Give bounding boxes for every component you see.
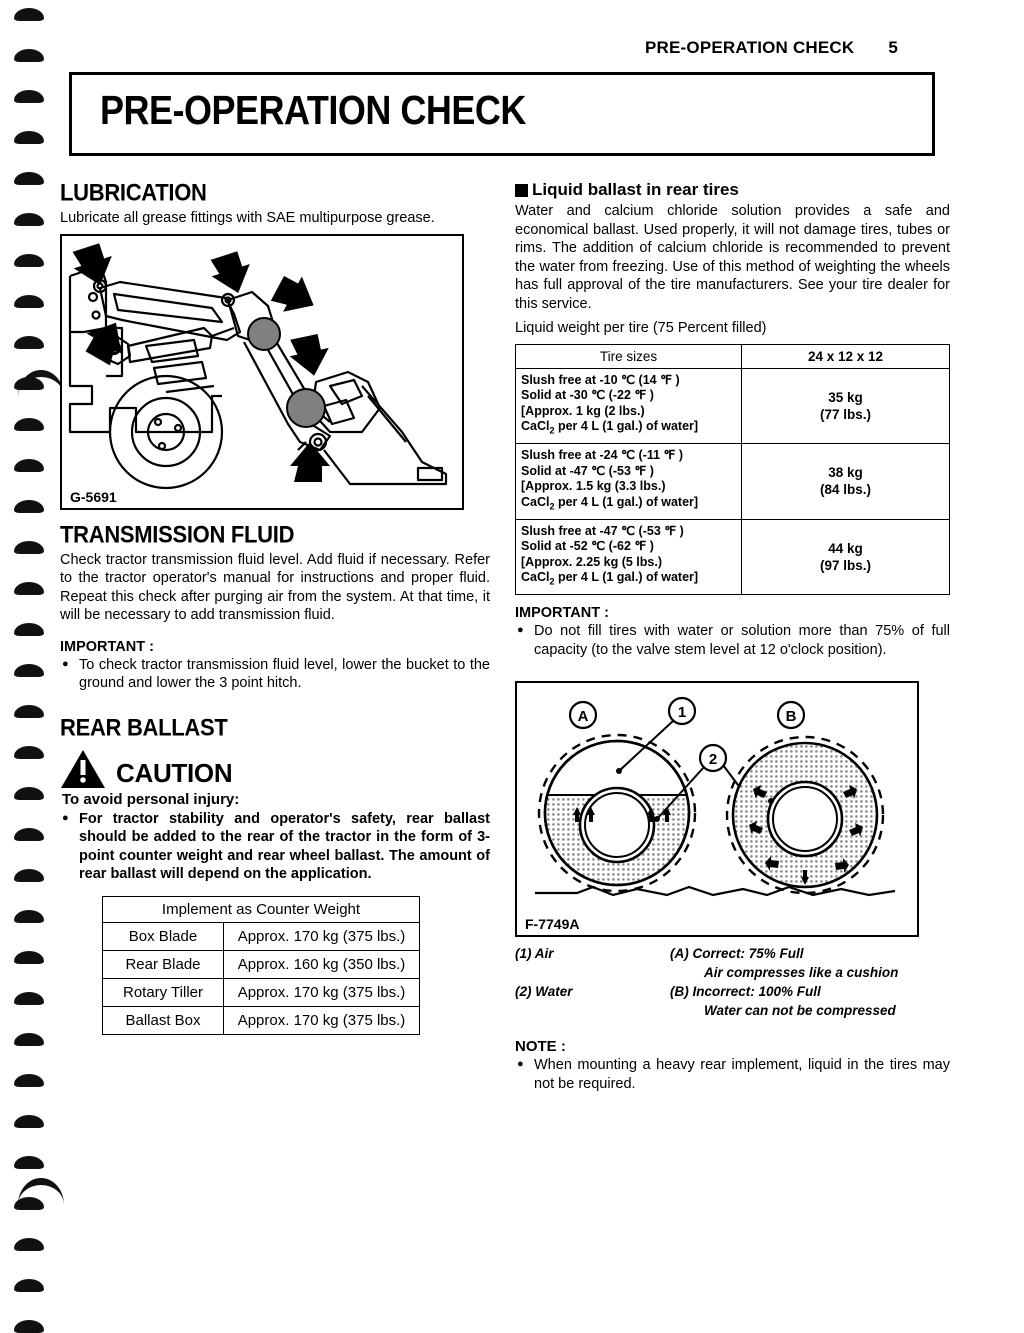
implement-weight: Approx. 160 kg (350 lbs.): [224, 950, 420, 978]
cacl-subscript: 2: [549, 501, 555, 511]
cacl-subscript: 2: [549, 576, 555, 587]
callout-a: [570, 702, 596, 728]
table-row: [516, 519, 950, 595]
square-bullet-icon: [515, 184, 528, 197]
implement-weight: Approx. 170 kg (375 lbs.): [224, 978, 420, 1006]
spiral-coil: [14, 500, 44, 513]
spiral-coil: [14, 910, 44, 923]
spiral-coil: [14, 8, 44, 21]
spiral-coil: [14, 336, 44, 349]
caution-banner: [60, 749, 490, 789]
caution-list: [60, 810, 490, 884]
caption-item-a: (A) Correct: 75% Full: [670, 946, 804, 961]
implement-weight: Approx. 170 kg (375 lbs.): [224, 922, 420, 950]
caption-spacer: [515, 965, 670, 984]
implement-counter-weight-table: [102, 896, 420, 1035]
spiral-coil: [14, 992, 44, 1005]
note-list: [515, 1056, 950, 1093]
implement-name: Ballast Box: [103, 1006, 224, 1034]
spiral-coil: [14, 746, 44, 759]
spiral-coil: [14, 869, 44, 882]
spiral-coil: [14, 541, 44, 554]
caption-row: [515, 1003, 898, 1022]
chapter-title-box: [69, 72, 935, 156]
table-header-row: [516, 344, 950, 368]
cacl-label: CaCl: [521, 494, 550, 509]
heading-transmission-fluid: TRANSMISSION FLUID: [60, 520, 295, 548]
spiral-coil: [14, 90, 44, 103]
condition-line: [521, 495, 736, 515]
condition-line: Solid at -47 ℃ (-53 ℉ ): [521, 463, 654, 478]
figure-captions: [515, 946, 950, 1022]
svg-text:B: B: [785, 708, 797, 725]
caption-item-2: (2) Water: [515, 984, 573, 999]
spiral-coil: [14, 1115, 44, 1128]
figure-loader-lubrication: [60, 234, 464, 510]
important-list-tires: [515, 622, 950, 659]
spiral-coil: [14, 1279, 44, 1292]
condition-line: Slush free at -47 ℃ (-53 ℉ ): [521, 523, 684, 538]
spiral-coil: [14, 1074, 44, 1087]
condition-line: [521, 419, 736, 439]
liquid-ballast-body: Water and calcium chloride solution provides a safe and economical ballast. Used properly, it will not damage tires, tubes or rims. The addition of calcium chloride is recommended to prevent the water from freezing. Use of this method of weighting the wheels has full approval of the tire manufacturers. See your tire dealer for this service.: [515, 203, 950, 312]
lubrication-body: Lubricate all grease fittings with SAE multipurpose grease.: [60, 210, 435, 226]
weight-lbs: (97 lbs.): [819, 557, 871, 573]
running-head-title: PRE-OPERATION CHECK: [645, 38, 855, 57]
spiral-binding: [0, 0, 60, 1328]
condition-line: [Approx. 2.25 kg (5 lbs.): [521, 554, 663, 569]
weight-kg: 38 kg: [828, 465, 863, 481]
cacl-label: CaCl: [521, 570, 550, 584]
loader-illustration: [62, 236, 458, 504]
spiral-coil: [14, 1033, 44, 1046]
tire-table-intro: Liquid weight per tire (75 Percent filled): [515, 320, 767, 336]
condition-line: Slush free at -10 ℃ (14 ℉ ): [521, 372, 680, 387]
warning-triangle-icon: [60, 749, 106, 789]
spiral-coil-large: [18, 370, 64, 397]
weight-lbs: (84 lbs.): [819, 482, 871, 498]
caption-spacer: [515, 1003, 670, 1022]
spiral-coil: [14, 787, 44, 800]
page-number: 5: [888, 38, 899, 57]
tire-condition-cell: [516, 368, 742, 444]
figure-tire-ballast: [515, 681, 919, 937]
cacl-rest: per 4 L (1 gal.) of water]: [554, 570, 699, 584]
spiral-coil: [14, 664, 44, 677]
heading-liquid-ballast: Liquid ballast in rear tires: [532, 180, 739, 199]
note-label: NOTE :: [515, 1038, 566, 1055]
spiral-coil: [14, 1238, 44, 1251]
implement-name: Rear Blade: [103, 950, 224, 978]
spiral-coil: [14, 951, 44, 964]
cacl-label: CaCl: [521, 419, 550, 433]
figure-code-loader: G-5691: [70, 488, 117, 505]
list-item: ● To check tractor transmission fluid level, lower the bucket to the ground and lower the 3 point hitch.: [60, 656, 490, 693]
spiral-coil: [14, 172, 44, 185]
spiral-coil: [14, 254, 44, 267]
condition-line: [521, 570, 736, 590]
spiral-coil: [14, 828, 44, 841]
heading-rear-ballast: REAR BALLAST: [60, 713, 228, 741]
transmission-body: Check tractor transmission fluid level. Add fluid if necessary. Refer to the tractor operator's manual for instructions and proper fluid. Repeat this check after purging air from the system. At that time, it will be necessary to add transmission fluid.: [60, 551, 490, 623]
spiral-coil-large: [18, 1178, 64, 1205]
cacl-subscript: 2: [549, 425, 555, 436]
left-column: [60, 180, 490, 1035]
condition-line: Slush free at -24 ℃ (-11 ℉ ): [521, 448, 684, 462]
heading-lubrication: LUBRICATION: [60, 178, 207, 206]
table-row: [103, 922, 420, 950]
table-row: [516, 368, 950, 444]
condition-line: Solid at -30 ℃ (-22 ℉ ): [521, 388, 654, 402]
spiral-coil: [14, 295, 44, 308]
weight-lbs: (77 lbs.): [819, 406, 871, 422]
tire-condition-cell: [516, 519, 742, 595]
implement-name: Box Blade: [103, 922, 224, 950]
running-head: [645, 38, 975, 58]
callout-b: [778, 702, 804, 728]
list-item: ● Do not fill tires with water or solution more than 75% of full capacity (to the valve stem level at 12 o'clock position).: [515, 622, 950, 659]
spiral-coil: [14, 49, 44, 62]
svg-text:A: A: [577, 708, 589, 725]
right-column: [515, 180, 950, 1096]
document-page: [60, 0, 1024, 1328]
caption-row: [515, 946, 898, 965]
svg-text:1: 1: [677, 704, 687, 721]
spiral-coil: [14, 1156, 44, 1169]
tire-weight-cell: [742, 368, 950, 444]
caption-item-1: (1) Air: [515, 946, 554, 961]
caption-row: [515, 984, 898, 1003]
caution-lead: To avoid personal injury:: [62, 790, 240, 808]
liquid-weight-per-tire-table: [515, 344, 950, 596]
list-item: ● For tractor stability and operator's safety, rear ballast should be added to the rear of the tractor in the form of 3-point counter weight and rear wheel ballast. The amount of rear ballast will depend on the application.: [60, 810, 490, 884]
tire-condition-cell: [516, 444, 742, 520]
tire-fill-illustration: [517, 683, 913, 931]
list-item: ● When mounting a heavy rear implement, liquid in the tires may not be required.: [515, 1056, 950, 1093]
condition-line: [Approx. 1 kg (2 lbs.): [521, 403, 645, 418]
important-label-transmission: IMPORTANT :: [60, 638, 154, 655]
spiral-coil: [14, 623, 44, 636]
spiral-coil: [14, 213, 44, 226]
figure-code-tire: F-7749A: [525, 916, 580, 932]
spiral-coil: [14, 582, 44, 595]
tire-sizes-header: Tire sizes: [516, 344, 742, 368]
spiral-coil: [14, 459, 44, 472]
tire-weight-cell: [742, 444, 950, 520]
spiral-coil: [14, 705, 44, 718]
tire-size-value-header: 24 x 12 x 12: [742, 344, 950, 368]
table-row: [103, 978, 420, 1006]
svg-text:2: 2: [708, 751, 718, 768]
cacl-rest: per 4 L (1 gal.) of water]: [554, 494, 699, 509]
page-title: PRE-OPERATION CHECK: [100, 87, 526, 133]
spiral-coil: [14, 418, 44, 431]
condition-line: Solid at -52 ℃ (-62 ℉ ): [521, 539, 654, 553]
tire-weight-cell: [742, 519, 950, 595]
caption-row: [515, 965, 898, 984]
weight-kg: 44 kg: [828, 540, 863, 556]
caption-item-b: (B) Incorrect: 100% Full: [670, 984, 821, 999]
table-row: [103, 950, 420, 978]
important-label-tires: IMPORTANT :: [515, 605, 609, 621]
spiral-coil: [14, 131, 44, 144]
implement-table-header: Implement as Counter Weight: [103, 896, 420, 922]
table-row: [103, 1006, 420, 1034]
caption-item-b-sub: Water can not be compressed: [704, 1003, 896, 1018]
caution-word: CAUTION: [116, 757, 233, 788]
implement-name: Rotary Tiller: [103, 978, 224, 1006]
important-list-transmission: [60, 656, 490, 693]
condition-line: [Approx. 1.5 kg (3.3 lbs.): [521, 479, 666, 493]
implement-weight: Approx. 170 kg (375 lbs.): [224, 1006, 420, 1034]
caption-item-a-sub: Air compresses like a cushion: [704, 965, 899, 980]
table-header-row: [103, 896, 420, 922]
cacl-rest: per 4 L (1 gal.) of water]: [554, 419, 699, 433]
spiral-coil: [14, 1320, 44, 1333]
table-row: [516, 444, 950, 520]
weight-kg: 35 kg: [828, 389, 863, 405]
